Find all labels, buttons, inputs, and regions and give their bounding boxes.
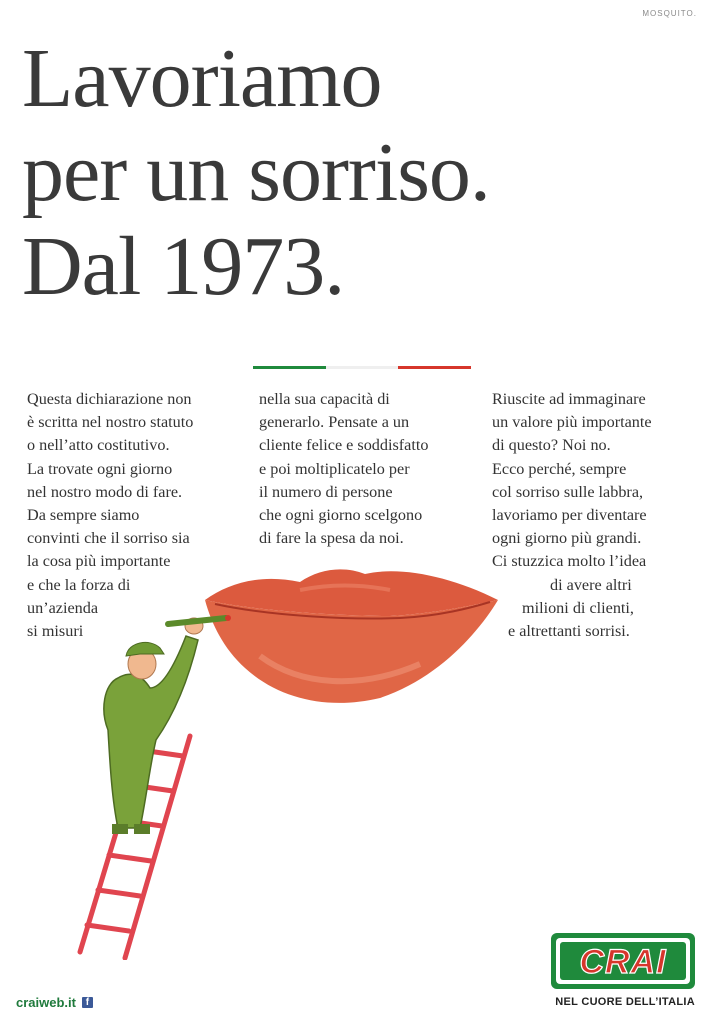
crai-logo <box>551 933 695 989</box>
body-line: ogni giorno più grandi. <box>492 529 642 548</box>
body-line: di questo? Noi no. <box>492 436 611 455</box>
headline-line-3: Dal 1973. <box>22 220 345 313</box>
body-line: è scritta nel nostro statuto <box>27 413 194 432</box>
body-line: un valore più importante <box>492 413 652 432</box>
body-line: che ogni giorno scelgono <box>259 506 423 525</box>
body-line: convinti che il sorriso sia <box>27 529 190 548</box>
body-line: e poi moltiplicatelo per <box>259 459 410 478</box>
body-line: si misuri <box>27 622 84 641</box>
body-column-2 <box>259 388 428 550</box>
headline-line-1: Lavoriamo <box>22 32 382 125</box>
headline <box>22 32 490 314</box>
body-line: col sorriso sulle labbra, <box>492 482 644 501</box>
body-line: Riuscite ad immaginare <box>492 390 646 408</box>
painter-lips-illustration <box>0 560 520 960</box>
body-line: la cosa più importante <box>27 552 171 571</box>
body-line: un’azienda <box>27 598 99 617</box>
body-line: generarlo. Pensate a un <box>259 413 410 432</box>
crai-logo-text: CRAI <box>579 943 667 981</box>
body-line: Da sempre siamo <box>27 506 140 525</box>
body-line: cliente felice e soddisfatto <box>259 436 429 455</box>
body-line: nel nostro modo di fare. <box>27 482 183 501</box>
painter-figure <box>104 615 231 834</box>
body-line: La trovate ogni giorno <box>27 459 173 478</box>
body-line: Questa dichiarazione non <box>27 390 192 408</box>
headline-line-2: per un sorriso. <box>22 126 490 219</box>
body-line: milioni di clienti, <box>522 598 634 617</box>
website-link[interactable] <box>16 995 93 1010</box>
italian-flag-rule <box>253 366 471 369</box>
body-line: di fare la spesa da noi. <box>259 529 404 548</box>
logo-tagline: NEL CUORE DELL’ITALIA <box>555 996 695 1008</box>
body-line: Ecco perché, sempre <box>492 459 627 478</box>
website-url[interactable]: craiweb.it <box>16 995 76 1010</box>
body-line: lavoriamo per diventare <box>492 506 647 525</box>
flag-white <box>326 366 399 369</box>
body-line: o nell’atto costitutivo. <box>27 436 170 455</box>
flag-green <box>253 366 326 369</box>
body-line: di avere altri <box>550 575 632 594</box>
agency-credit: MOSQUITO. <box>642 9 697 18</box>
lips-illustration <box>205 569 498 703</box>
body-line: e altrettanti sorrisi. <box>508 622 630 641</box>
flag-red <box>398 366 471 369</box>
body-line: Ci stuzzica molto l’idea <box>492 552 647 571</box>
body-line: il numero di persone <box>259 482 393 501</box>
body-line: e che la forza di <box>27 575 131 594</box>
facebook-icon[interactable]: f <box>82 997 93 1008</box>
body-line: nella sua capacità di <box>259 390 390 408</box>
